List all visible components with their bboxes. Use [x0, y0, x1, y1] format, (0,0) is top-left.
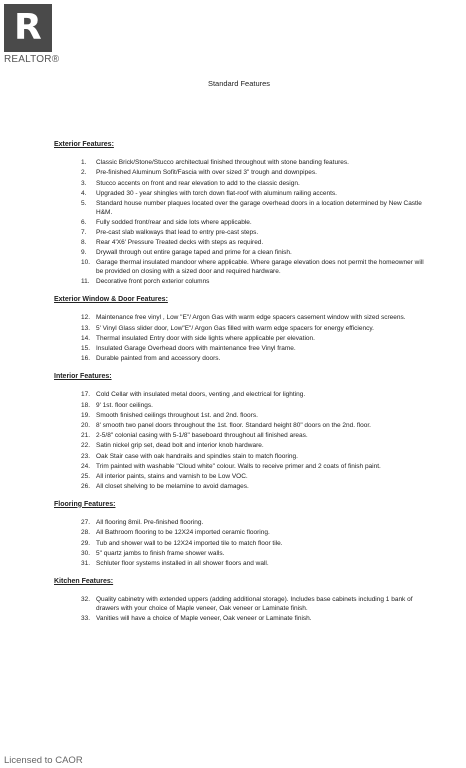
feature-number: 10.	[81, 259, 91, 267]
feature-text: 2-5/8" colonial casing with 5-1/8" baseboard throughout all finished areas.	[96, 432, 308, 440]
feature-item	[54, 519, 424, 528]
feature-item	[54, 442, 424, 451]
feature-text: All closet shelving to be melamine to avoid damages.	[96, 483, 249, 491]
feature-number: 11.	[81, 278, 90, 286]
feature-item	[54, 229, 424, 238]
feature-text: Fully sodded front/rear and side lots where applicable.	[96, 218, 252, 226]
feature-number: 31.	[81, 560, 91, 567]
feature-item	[54, 314, 424, 323]
feature-number: 21.	[81, 432, 91, 440]
feature-number: 24.	[81, 462, 91, 470]
feature-number: 26.	[81, 483, 91, 491]
feature-item	[54, 335, 424, 344]
feature-text: Upgraded 30 - year shingles with torch down flat-roof with aluminum railing accents.	[96, 189, 337, 197]
feature-number: 1.	[81, 159, 87, 167]
feature-number: 19.	[81, 411, 91, 419]
feature-text: Oak Stair case with oak handrails and spindles stain to match flooring.	[96, 452, 298, 460]
feature-item	[54, 402, 424, 411]
feature-text: Cold Cellar with insulated metal doors, venting ,and electrical for lighting.	[96, 391, 306, 399]
feature-text: Stucco accents on front and rear elevation to add to the classic design.	[96, 179, 300, 187]
feature-item	[54, 325, 424, 334]
section-heading: Exterior Window & Door Features:	[54, 295, 168, 303]
feature-text: Maintenance free vinyl , Low "E"/ Argon Gas with warm edge spacers casement window with sized screens.	[96, 314, 406, 322]
feature-item	[54, 249, 424, 258]
feature-number: 14.	[81, 334, 91, 342]
realtor-wordmark: REALTOR®	[4, 54, 60, 65]
feature-number: 2.	[81, 169, 87, 177]
feature-item	[54, 278, 424, 287]
feature-item	[54, 560, 424, 569]
feature-number: 29.	[81, 539, 91, 547]
feature-text: Classic Brick/Stone/Stucco architectual finished throughout with stone banding features.	[96, 159, 349, 167]
section-heading: Kitchen Features:	[54, 577, 114, 585]
feature-item	[54, 190, 424, 199]
feature-number: 4.	[81, 189, 87, 197]
feature-text: Thermal insulated Entry door with side lights where applicable per elevation.	[96, 334, 315, 342]
feature-item	[54, 239, 424, 248]
feature-number: 15.	[81, 345, 91, 352]
section-heading: Flooring Features:	[54, 500, 116, 508]
feature-text: Smooth finished ceilings throughout 1st. and 2nd. floors.	[96, 411, 258, 419]
feature-text: All Bathroom flooring to be 12X24 imported ceramic flooring.	[96, 529, 270, 537]
feature-text: Satin nickel grip set, dead bolt and interior knob hardware.	[96, 442, 264, 450]
feature-number: 3.	[81, 179, 87, 187]
feature-number: 7.	[81, 228, 87, 236]
feature-number: 8.	[81, 239, 87, 247]
feature-item	[54, 453, 424, 462]
feature-item	[54, 473, 424, 482]
feature-number: 28.	[81, 529, 91, 537]
feature-text: 5" quartz jambs to finish frame shower walls.	[96, 549, 225, 557]
feature-item	[54, 180, 424, 189]
feature-text: Insulated Garage Overhead doors with maintenance free Vinyl frame.	[96, 345, 296, 352]
feature-item	[54, 615, 424, 624]
feature-text: Pre-cast slab walkways that lead to entry pre-cast steps.	[96, 228, 259, 236]
feature-text: All flooring 8mil. Pre-finished flooring.	[96, 519, 204, 527]
realtor-logo	[4, 4, 60, 66]
feature-number: 25.	[81, 472, 91, 480]
feature-item	[54, 529, 424, 538]
feature-number: 30.	[81, 549, 91, 557]
section-heading: Exterior Features:	[54, 140, 114, 148]
feature-item	[54, 483, 424, 492]
feature-number: 17.	[81, 391, 91, 399]
feature-text: 5' Vinyl Glass slider door, Low"E"/ Argon Gas filled with warm edge spacers for energy efficiency.	[96, 324, 374, 332]
feature-list	[54, 314, 424, 363]
feature-item	[54, 259, 424, 276]
standard-features-document	[54, 80, 424, 633]
feature-item	[54, 345, 424, 354]
feature-item	[54, 200, 424, 217]
feature-text: Decorative front porch exterior columns	[96, 278, 210, 286]
feature-text: Standard house number plaques located over the garage overhead doors in a location determined by New Castle H&M.	[96, 199, 422, 216]
feature-number: 12.	[81, 314, 91, 322]
feature-text: Drywall through out entire garage taped and prime for a clean finish.	[96, 249, 292, 257]
license-footer: Licensed to CAOR	[4, 755, 83, 766]
feature-text: Durable painted from and accessory doors.	[96, 355, 221, 363]
feature-text: All interior paints, stains and varnish to be Low VOC.	[96, 472, 248, 480]
feature-list	[54, 519, 424, 568]
feature-number: 22.	[81, 442, 91, 450]
feature-text: Schluter floor systems installed in all shower floors and wall.	[96, 560, 269, 567]
feature-text: Garage thermal insulated mandoor where applicable. Where garage elevation does not permit the homeowner will be provided on closing with a sized door and required hardware.	[96, 259, 424, 276]
feature-text: 8' smooth two panel doors throughout the 1st. floor. Standard height 80" doors on the 2nd. floor.	[96, 421, 371, 429]
section-heading: Interior Features:	[54, 372, 112, 380]
feature-number: 6.	[81, 218, 87, 226]
feature-list	[54, 391, 424, 491]
feature-text: Pre-finished Aluminum Sofit/Fascia with over sized 3" trough and downpipes.	[96, 169, 317, 177]
feature-item	[54, 412, 424, 421]
feature-number: 32.	[81, 596, 91, 604]
feature-item	[54, 550, 424, 559]
feature-item	[54, 159, 424, 168]
feature-number: 13.	[81, 324, 91, 332]
feature-text: Quality cabinetry with extended uppers (adding additional storage). Includes base cabinets including 1 bank of drawers with your choice of Maple veneer, Oak veneer or Laminate finish.	[96, 596, 413, 612]
feature-item	[54, 169, 424, 178]
feature-item	[54, 432, 424, 441]
feature-item	[54, 219, 424, 228]
feature-number: 18.	[81, 401, 91, 409]
feature-text: Tub and shower wall to be 12X24 imported tile to match floor tile.	[96, 539, 283, 547]
feature-item	[54, 355, 424, 364]
feature-item	[54, 596, 424, 613]
feature-list	[54, 596, 424, 623]
features-sections	[54, 141, 424, 624]
feature-item	[54, 463, 424, 472]
feature-number: 27.	[81, 519, 91, 527]
feature-text: Trim painted with washable "Cloud white" colour. Walls to receive primer and 2 coats of finish paint.	[96, 462, 381, 470]
feature-item	[54, 422, 424, 431]
feature-list	[54, 159, 424, 287]
feature-number: 16.	[81, 355, 91, 363]
feature-text: Vanities will have a choice of Maple veneer, Oak veneer or Laminate finish.	[96, 614, 312, 622]
feature-number: 23.	[81, 452, 91, 460]
feature-number: 5.	[81, 199, 87, 207]
feature-number: 20.	[81, 421, 91, 429]
feature-text: 9' 1st. floor ceilings.	[96, 401, 153, 409]
realtor-r-icon: R	[4, 4, 52, 52]
feature-number: 33.	[81, 614, 91, 622]
feature-number: 9.	[81, 249, 87, 257]
feature-item	[54, 540, 424, 549]
feature-item	[54, 391, 424, 400]
feature-text: Rear 4'X6' Pressure Treated decks with steps as required.	[96, 239, 264, 247]
document-title: Standard Features	[207, 79, 271, 88]
